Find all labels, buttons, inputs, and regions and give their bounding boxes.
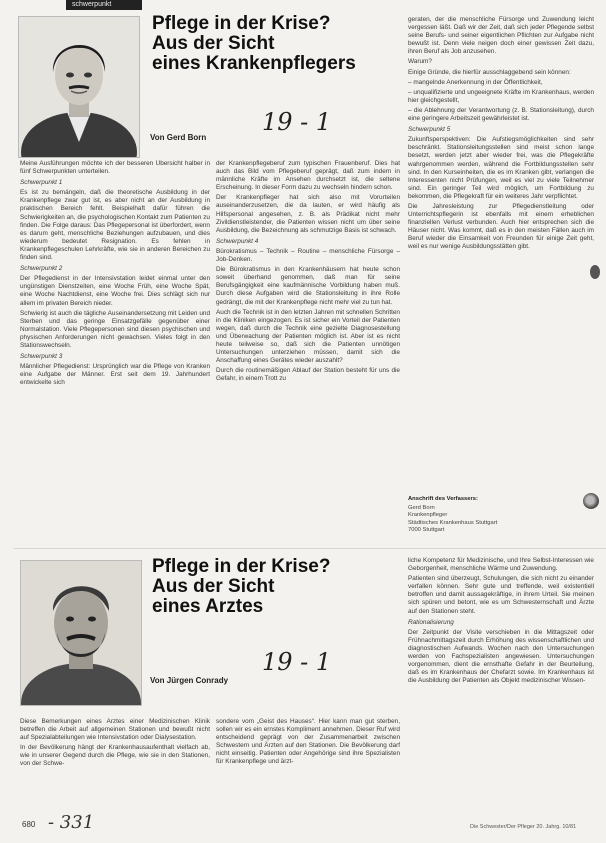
author-address xyxy=(408,496,558,534)
subheading: Schwerpunkt 3 xyxy=(20,353,63,361)
paragraph: Zukunftsperspektiven: Die Aufstiegsmöglichkeiten sind sehr beschränkt. Stationsleitungsstellen sind meist schon lange besetzt, werden jetzt aber wieder frei, was die Pflegekräfte wahrgenommen werden, während die Fortbildungsstellen sehr sind. In den Kurseinheiten, die es im Kranken gibt, verlangen die Interessenten nicht Prüfungen, weil es viel zu viele Teilnehmer sind. Ein geringer Teil wird möglich, um Fortbildung zu bekommen, die Pflegekraft für ein weiteres Jahr verpflichtet. xyxy=(408,136,594,200)
article1-title-line-1: Pflege in der Krise? xyxy=(152,13,331,34)
author-address-heading: Anschrift des Verfassers: xyxy=(408,496,478,502)
paragraph: Männlicher Pflegedienst: Ursprünglich war die Pflege von Kranken eine Aufgabe der Männer. Erst seit dem 19. Jahrhundert entwickelte sich xyxy=(20,363,210,387)
paragraph: liche Kompetenz für Medizinische, und Ihre Selbst-Interessen wie Geborgenheit, menschliche Wärme und Zuwendung. xyxy=(408,557,594,573)
paragraph: Schwierig ist auch die tägliche Auseinandersetzung mit Leiden und Sterben und das geringe Einsatzgefälle gegenüber einer Normalstation. Viele Pflegepersonen sind diesen psychischen und physischen Anforderungen nicht gewachsen. Vieles folgt in den Stationswechseln. xyxy=(20,309,210,349)
article2-column-2 xyxy=(216,718,400,810)
subheading: Schwerpunkt 5 xyxy=(408,126,451,134)
author-address-line: 7000 Stuttgart xyxy=(408,526,445,533)
paragraph: der Krankenpflegeberuf zum typischen Frauenberuf. Dies hat auch das Bild vom Pflegeberuf geprägt, daß zum indem in männliche Kräfte im Ansehen durchsetzt ist, die seltene Erscheinung. In dieser Form dazu zu wechseln hindern schon. xyxy=(216,160,400,192)
subheading: Rationalisierung xyxy=(408,618,454,626)
author-address-line: Gerd Born xyxy=(408,505,435,512)
author-address-line: Städtisches Krankenhaus Stuttgart xyxy=(408,519,498,526)
article2-title xyxy=(152,557,412,617)
article1-byline: Von Gerd Born xyxy=(150,133,207,142)
article1-column-2 xyxy=(216,160,400,470)
paragraph: Patienten sind überzeugt, Schulungen, die sich nicht zu einander verfallen können. Sehr gute und treffende, weil existentiell betroffen und damit aussagekräftige, in ihrem Urteil. Sie meinen sich spüren und betont, wie es um Schwesternschaft und Ärzte auf den Stationen steht. xyxy=(408,575,594,615)
author-address-line: Krankenpfleger xyxy=(408,512,448,519)
article1-column-3 xyxy=(408,16,594,436)
article2-title-line-1: Pflege in der Krise? xyxy=(152,556,331,577)
article2-right-column xyxy=(408,557,594,812)
paragraph: sondere vom „Geist des Hauses“. Hier kann man gut sterben, sollen wir es ein ernstes Kompliment annehmen. Dieser Ruf wird entscheidend geprägt von der Zusammenarbeit zwischen Schwestern und Ärzten auf den Stationen. Die Bevölkerung darf nicht einseitig. Patienten oder Angehörige sind ihre Spezialisten für Krankenpflege und ärzt- xyxy=(216,718,400,766)
paragraph: – unqualifizierte und ungeeignete Kräfte im Krankenhaus, werden hier gleichgestellt, xyxy=(408,88,594,104)
article1-column-1 xyxy=(20,160,210,410)
journal-footer: Die Schwester/Der Pfleger 20. Jahrg. 10/81 xyxy=(470,824,577,830)
paragraph: Einige Gründe, die hierfür ausschlaggebend sein können: xyxy=(408,68,571,76)
paragraph: Warum? xyxy=(408,58,432,66)
paragraph: geraten, der die menschliche Fürsorge und Zuwendung leicht vergessen läßt. Daß wir der Zeit, daß sich jeder Pflegende selbst seine Berufs- und seiner eigentlichen Pflichten zur Aufgabe nicht bewußt ist. Denn viele neigen doch einer gewissen Zeit dazu, ihren Beruf als Job anzusehen. xyxy=(408,16,594,56)
subheading: Schwerpunkt 4 xyxy=(216,237,259,245)
paragraph: Auch die Technik ist in den letzten Jahren mit schnellen Schritten in die Kliniken eingezogen. Es ist sicher ein Vorteil der Patienten wegen, daß durch die Technik eine gezielte Diagnosestellung und Überwachung der Patienten möglich ist. Aber ist es nicht heute teilweise so, daß sich die Patienten unnötigen Untersuchungen unterziehen müssen, damit sich die Anschaffung eines Gerätes wieder auszahlt? xyxy=(216,308,400,365)
paragraph: Diese Bemerkungen eines Arztes einer Medizinischen Klinik betreffen die Arbeit auf allgemeinen Stationen und bewußt nicht auf Spezialabteilungen wie Intensivstation oder Dialysestation. xyxy=(20,718,210,742)
paragraph: – die Ablehnung der Verantwortung (z. B. Stationsleitung), durch eine geringere Arbeitszeit gewährleistet ist. xyxy=(408,106,594,123)
article-divider xyxy=(14,548,606,549)
paragraph: Meine Ausführungen möchte ich der besseren Übersicht halber in fünf Schwerpunkten unterteilen. xyxy=(20,160,210,176)
paragraph: Bürokratismus – Technik – Routine – menschliche Fürsorge – Job-Denken. xyxy=(216,247,400,264)
article1-title-line-3: eines Krankenpflegers xyxy=(152,53,356,74)
page-number: 680 xyxy=(22,820,36,829)
paragraph: In der Bevölkerung hängt der Krankenhausaufenthalt vielfach ab, wie in unserer Gegend durch die Pflege, wie sie in den Stationen, von der Schwe- xyxy=(20,744,210,768)
footer-handwritten-note: - 331 xyxy=(48,812,95,833)
paragraph: Es ist zu bemängeln, daß die theoretische Ausbildung in der Krankenpflege zwar gut ist, es aber nicht an der Ausbildung in praktischen Bereich fehlt. Beispielhaft dafür führen die Schwierigkeiten an, die psychologischen Kontakt zum Patienten zu finden. Die Folge daraus: Das Pflegepersonal ist überfordert, wenn es darum geht, menschliche Beziehungen aufzubauen, und dies wiederum bedeutet Resignation. Es fehlen in Krankenpflegeschulen Lehrkräfte, wie sie in anderen Bereichen zu finden sind. xyxy=(20,189,210,262)
article2-title-line-2: Aus der Sicht xyxy=(152,576,275,597)
subheading: Schwerpunkt 2 xyxy=(20,265,63,273)
binder-hole-mark xyxy=(590,265,600,279)
article2-title-line-3: eines Arztes xyxy=(152,596,264,617)
binder-ring-icon xyxy=(583,493,599,509)
paragraph: Der Krankenpfleger hat sich also mit Vorurteilen auseinanderzusetzen, die da lauten, er wird häufig als Hilfspersonal angesehen, z. B. als Prädikat nicht mehr Zivildienstleistender, die Patienten wissen nicht um über seine Ausbildung, die Bezeichnung als schmutzige Basis ist schwach. xyxy=(216,194,400,234)
article1-title xyxy=(152,14,412,74)
article2-handwritten-note: 19 - 1 xyxy=(262,648,332,676)
article1-handwritten-note: 19 - 1 xyxy=(262,108,332,136)
article2-column-1 xyxy=(20,718,210,810)
paragraph: Der Pflegedienst in der Intensivstation leidet einmal unter den ungünstigen Dienstzeiten, eine Woche Früh, eine Woche Spät, eine Woche Nachtdienst, eine Woche frei. Dies schlägt sich nur allem im privaten Bereich nieder. xyxy=(20,275,210,307)
section-label: schwerpunkt xyxy=(66,0,142,10)
article2-byline: Von Jürgen Conrady xyxy=(150,676,229,685)
subheading: Schwerpunkt 1 xyxy=(20,179,63,187)
author-photo-doctor xyxy=(20,560,142,706)
paragraph: – mangelnde Anerkennung in der Öffentlichkeit, xyxy=(408,78,543,86)
paragraph: Die Jahresleistung zur Pflegedienstleitung oder Unterrichtspflegerin ist ebenfalls mit einem erheblichen finanziellen Verlust verbunden. Auch hier entsprechen sich die Häuser nicht. Was kommt, daß es in den meisten Fällen auch im Beruf wieder die Einsamkeit von Freunden für einige Zeit geht, weil es nur wenige Ausbildungsstätten gibt. xyxy=(408,202,594,251)
paragraph: Der Zeitpunkt der Visite verschieben in die Mittagszeit oder Frühnachmittagszeit durch Erhöhung des wissenschaftlichen und diagnostischen Aufwands. Wochen nach den Untersuchungen werden von Fachspezialisten angewiesen. Untersuchungen vorgenommen, dient die ernsthafte Gefahr in der Beurteilung, daß es im Krankenhaus der Chefarzt sowie. Im Krankenhaus ist die Ausbildung der Patienten als Objekt medizinischer Wissen- xyxy=(408,628,594,685)
author-photo-nurse xyxy=(18,16,140,158)
paragraph: Durch die routinemäßigen Ablauf der Station besteht für uns die Gefahr, in einem Trott zu xyxy=(216,367,400,383)
article1-title-line-2: Aus der Sicht xyxy=(152,33,275,54)
paragraph: Die Bürokratismus in den Krankenhäusern hat heute schon soweit überhand genommen, daß man für seine Berufsgängigkeit eine kaufmännische Vorbildung haben muß. Durch diese Aufgaben wird die Stationsleitung in ihre Rolle gedrängt, die mit der Krankenpflege nicht mehr viel zu tun hat. xyxy=(216,266,400,306)
